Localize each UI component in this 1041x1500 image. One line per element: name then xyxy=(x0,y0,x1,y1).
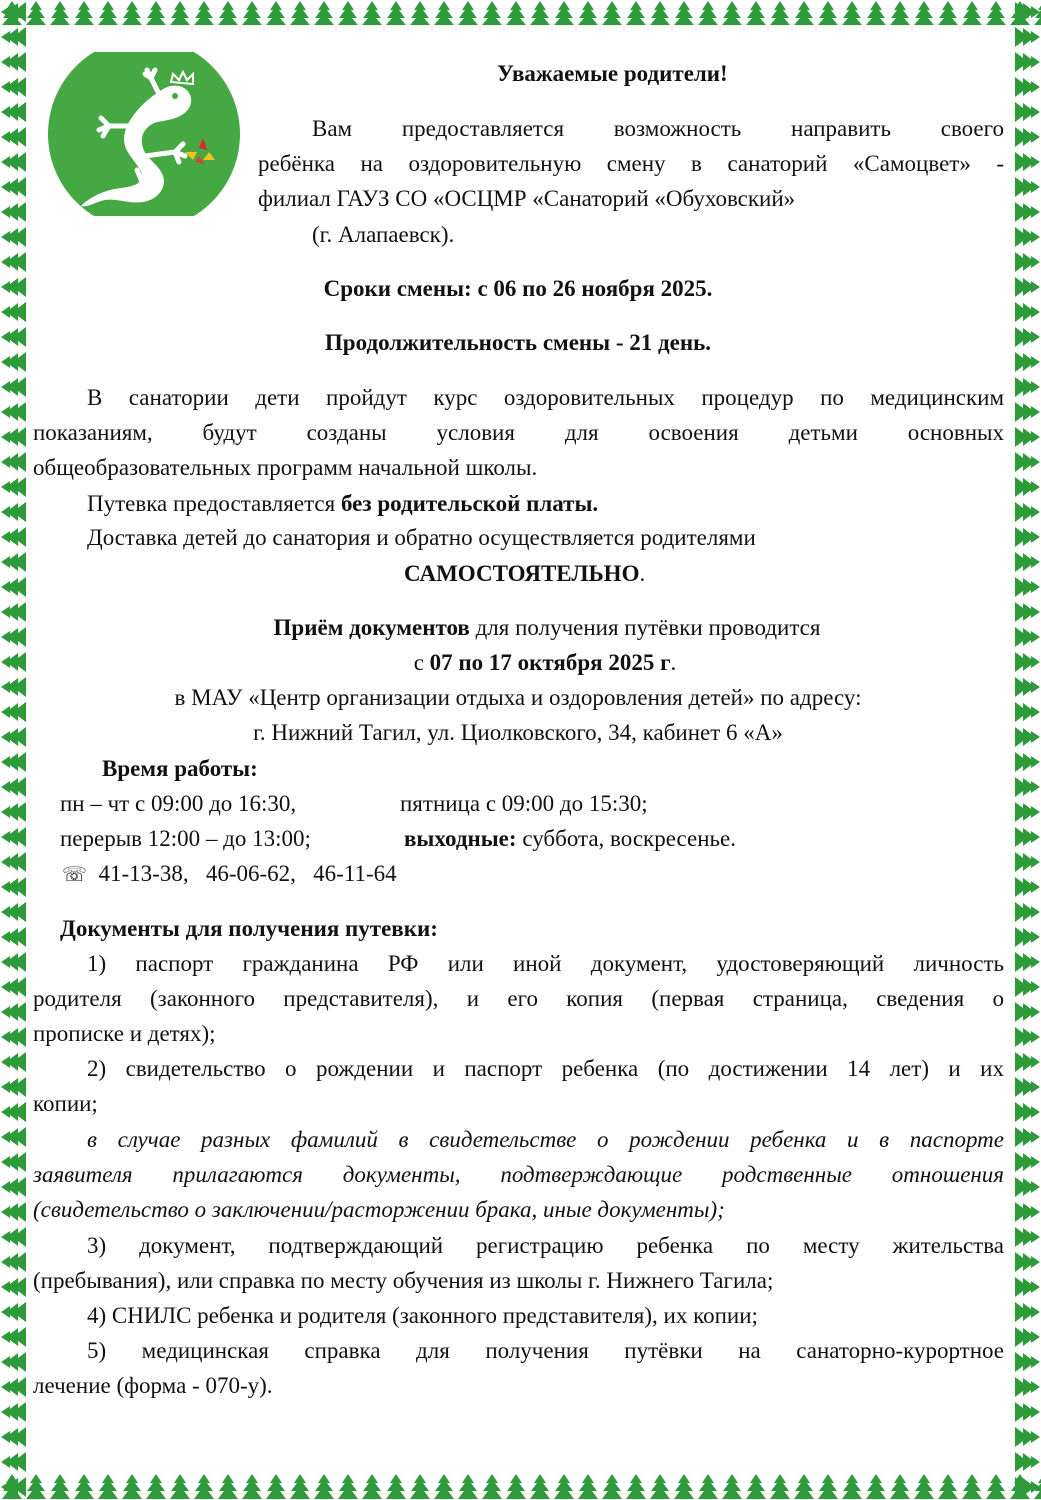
sanatorium-logo xyxy=(47,52,241,216)
phone-2[interactable]: 46-06-62, xyxy=(205,861,296,886)
voucher-text: Путевка предоставляется xyxy=(87,491,336,516)
doc-item-5-line-2: лечение (форма - 070-у). xyxy=(33,1373,273,1398)
reception-dates-bold: 07 по 17 октября 2025 г xyxy=(429,650,671,675)
intro-line-4: (г. Алапаевск). xyxy=(312,222,455,247)
border-top xyxy=(0,0,1041,26)
border-bottom xyxy=(0,1472,1041,1500)
hours-friday: пятница с 09:00 до 15:30; xyxy=(400,791,648,816)
reception-org: в МАУ «Центр организации отдыха и оздоровления детей» по адресу: xyxy=(174,685,862,710)
intro-text: ребёнка на оздоровительную смену в xyxy=(258,151,702,176)
about-line-2: показаниям, будут созданы условия для освоения детьми основных xyxy=(33,420,1004,445)
tree-column-left-icon xyxy=(0,0,28,1500)
telephone-icon: ☏ xyxy=(62,862,88,886)
reception-dates-prefix: с xyxy=(413,650,424,675)
reception-title: Приём документов xyxy=(273,615,470,640)
phones xyxy=(62,856,397,892)
border-left xyxy=(0,0,28,1500)
doc-item-3-line-2: (пребывания), или справка по месту обучения из школы г. Нижнего Тагила; xyxy=(33,1268,774,1293)
weekend-days: суббота, воскресенье. xyxy=(522,826,736,851)
doc-item-2-line-2: копии; xyxy=(33,1091,98,1116)
delivery-self xyxy=(404,556,645,591)
doc-item-1-line-1: 1) паспорт гражданина РФ или иной документ, удостоверяющий личность xyxy=(87,951,1004,976)
shift-dates: Сроки смены: с 06 по 26 ноября 2025. xyxy=(323,276,713,301)
intro-line-1: Вам предоставляется возможность направить своего xyxy=(312,116,1004,141)
hours-weekend xyxy=(404,821,736,856)
hours-break: перерыв 12:00 – до 13:00; xyxy=(60,826,311,851)
delivery-info: Доставка детей до санатория и обратно осуществляется родителями xyxy=(87,525,756,550)
doc-item-1-line-3: прописке и детях); xyxy=(33,1021,216,1046)
phone-3[interactable]: 46-11-64 xyxy=(313,861,397,886)
voucher-free: без родительской платы. xyxy=(340,491,599,516)
phone-1[interactable]: 41-13-38, xyxy=(98,861,189,886)
border-right xyxy=(1012,0,1041,1500)
weekend-label: выходные: xyxy=(404,826,517,851)
tree-row-top-icon xyxy=(0,0,1041,26)
reception-text: для получения путёвки проводится xyxy=(475,615,821,640)
reception-dates xyxy=(0,645,1041,680)
shift-duration: Продолжительность смены - 21 день. xyxy=(324,330,712,355)
delivery-self-bold: САМОСТОЯТЕЛЬНО xyxy=(404,561,640,586)
sanatorium-name: санаторий «Самоцвет» - xyxy=(727,151,1004,176)
reception-dates-dot: . xyxy=(670,650,677,675)
delivery-self-dot: . xyxy=(639,561,646,586)
reception-address: г. Нижний Тагил, ул. Циолковского, 34, кабинет 6 «А» xyxy=(253,720,783,745)
intro-line-3: филиал ГАУЗ СО «ОСЦМР «Санаторий «Обуховский» xyxy=(258,186,796,211)
reception-line-1 xyxy=(0,610,1041,645)
doc-note-line-1: в случае разных фамилий в свидетельстве о рождении ребенка и в паспорте xyxy=(87,1127,1004,1152)
doc-item-4: 4) СНИЛС ребенка и родителя (законного представителя), их копии; xyxy=(87,1303,758,1328)
hours-title: Время работы: xyxy=(102,756,258,781)
doc-note-line-2: заявителя прилагаются документы, подтверждающие родственные отношения xyxy=(33,1162,1004,1187)
greeting-title: Уважаемые родители! xyxy=(497,61,728,86)
doc-item-1-line-2: родителя (законного представителя), и его копия (первая страница, сведения о xyxy=(33,986,1004,1011)
doc-item-3-line-1: 3) документ, подтверждающий регистрацию ребенка по месту жительства xyxy=(87,1233,1004,1258)
voucher-info xyxy=(87,486,598,521)
doc-item-5-line-1: 5) медицинская справка для получения путёвки на санаторно-курортное xyxy=(87,1338,1004,1363)
about-line-1: В санатории дети пройдут курс оздоровительных процедур по медицинским xyxy=(87,385,1004,410)
hours-weekdays: пн – чт с 09:00 до 16:30, xyxy=(60,791,297,816)
tree-column-right-icon xyxy=(1012,0,1041,1500)
lizard-logo-icon xyxy=(47,52,241,216)
about-line-3: общеобразовательных программ начальной школы. xyxy=(33,455,538,480)
tree-row-bottom-icon xyxy=(0,1472,1041,1500)
docs-title: Документы для получения путевки: xyxy=(60,916,438,941)
doc-item-2-line-1: 2) свидетельство о рождении и паспорт ребенка (по достижении 14 лет) и их xyxy=(87,1056,1004,1081)
doc-note-line-3: (свидетельство о заключении/расторжении брака, иные документы); xyxy=(33,1197,725,1222)
intro-line-2 xyxy=(258,146,1004,181)
